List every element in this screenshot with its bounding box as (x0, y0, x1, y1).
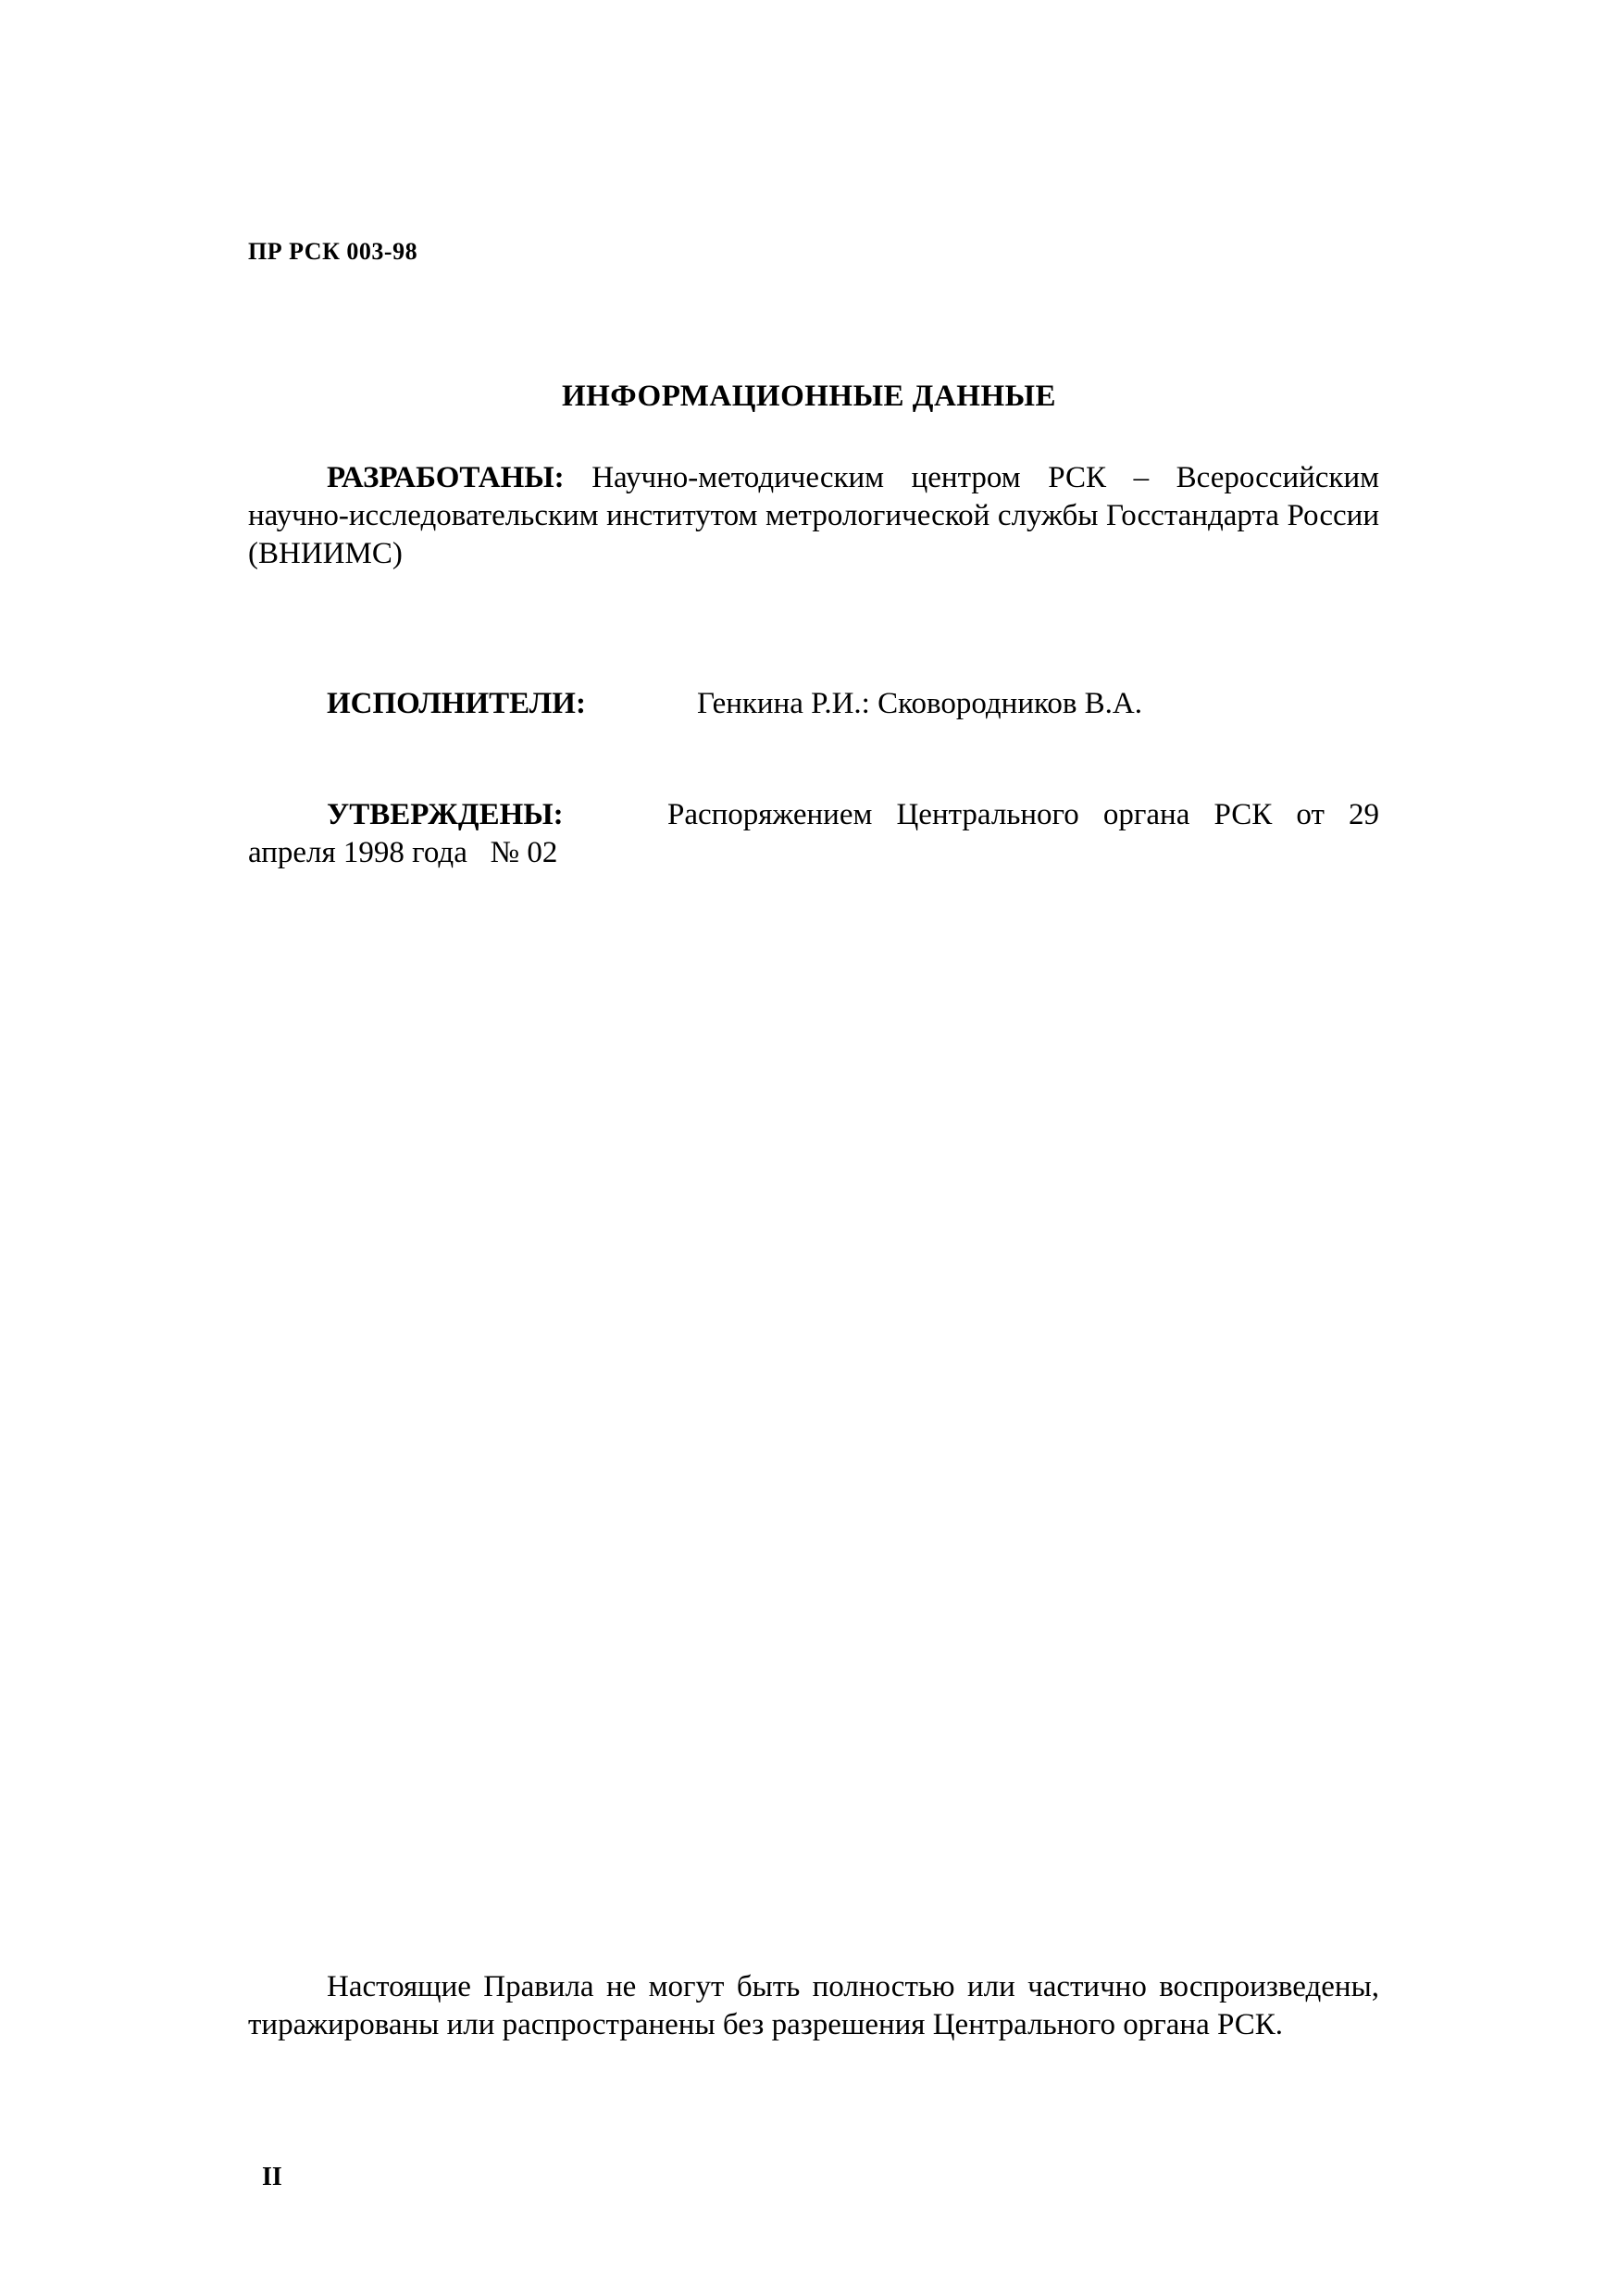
approved-line-1 (248, 796, 1379, 834)
copyright-text: Настоящие Правила не могут быть полностью или частично воспроизведены, тиражированы или распространены без разрешения Центрального органа РСК. (248, 1970, 1379, 2041)
approved-block (248, 796, 1379, 872)
developed-paragraph (248, 459, 1379, 573)
developed-text: Научно-методическим центром РСК – Всероссийским научно-исследовательским институтом метрологической службы Госстандарта России (ВНИИМС) (248, 461, 1379, 570)
page-number: II (262, 2163, 282, 2191)
copyright-paragraph (248, 1968, 1379, 2044)
approved-label: УТВЕРЖДЕНЫ: (327, 798, 564, 831)
approved-text-line-1: Распоряжением Центрального органа РСК от 29 (667, 798, 1379, 831)
page-title: ИНФОРМАЦИОННЫЕ ДАННЫЕ (561, 380, 1057, 413)
document-code: ПР РСК 003-98 (248, 238, 418, 265)
developed-label: РАЗРАБОТАНЫ: (327, 461, 565, 494)
approved-text-line-2: апреля 1998 года № 02 (248, 836, 558, 869)
executors-label: ИСПОЛНИТЕЛИ: (327, 687, 586, 720)
executors-names: Генкина Р.И.: Сковородников В.А. (697, 687, 1143, 720)
